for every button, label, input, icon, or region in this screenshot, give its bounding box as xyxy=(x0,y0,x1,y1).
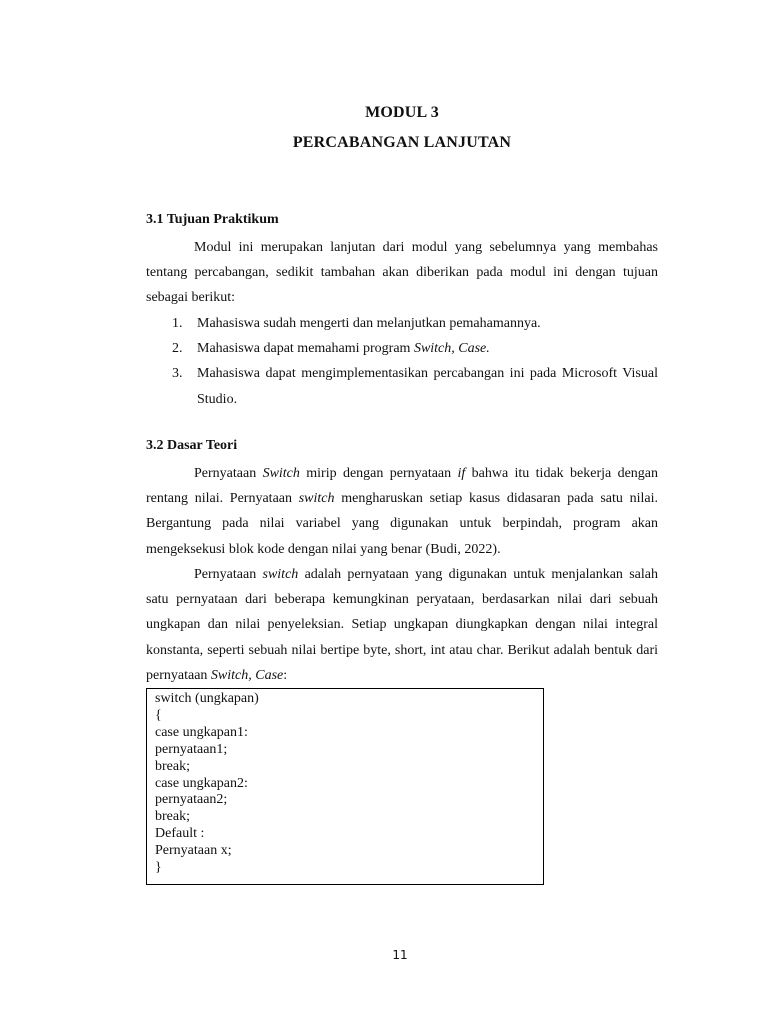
list-item xyxy=(146,361,658,411)
page-number: 11 xyxy=(392,948,408,962)
code-line: break; xyxy=(155,758,190,774)
text-run-italic: switch xyxy=(298,491,335,507)
list-item-italic-text: Switch, Case. xyxy=(413,341,490,357)
module-title: MODUL 3 xyxy=(365,104,439,121)
text-run: Pernyataan xyxy=(194,466,263,481)
theory-paragraph-1 xyxy=(146,461,658,562)
list-item-number: 3. xyxy=(172,366,183,382)
objectives-list xyxy=(146,311,658,412)
code-line: pernyataan2; xyxy=(155,792,228,808)
text-run-italic: switch xyxy=(262,567,299,582)
code-line: Default : xyxy=(155,826,205,842)
code-line: pernyataan1; xyxy=(155,741,228,757)
text-run: : xyxy=(283,667,288,683)
list-item xyxy=(146,311,658,336)
code-line: case ungkapan2: xyxy=(155,775,248,791)
code-line: { xyxy=(155,707,162,723)
text-run: adalah pernyataan yang digunakan untuk menjalankan salah satu pernyataan dari beberapa kemungkinan peryataan, berdasarkan nilai dari sebuah ungkapan dan nilai penyeleksian. Setiap ungkapan diungkapkan dengan nilai integral konstanta, seperti sebuah nilai bertipe byte, short, int atau char. Berikut adalah bentuk dari pernyataan xyxy=(146,567,658,683)
text-run: mengharuskan setiap kasus didasaran pada satu nilai. Bergantung pada nilai variabel yang digunakan untuk berpindah, program akan mengeksekusi blok kode dengan nilai yang benar (Budi, 2022). xyxy=(146,491,658,557)
code-line: Pernyataan x; xyxy=(155,843,232,859)
code-line: break; xyxy=(155,809,190,825)
text-run: Pernyataan xyxy=(194,567,263,582)
objectives-intro-text: Modul ini merupakan lanjutan dari modul yang sebelumnya yang membahas tentang percabangan, sedikit tambahan akan diberikan pada modul ini dengan tujuan sebagai berikut: xyxy=(146,240,658,306)
text-run-italic: Switch xyxy=(262,466,300,481)
code-line: switch (ungkapan) xyxy=(155,691,259,706)
list-item xyxy=(146,336,658,361)
code-line: case ungkapan1: xyxy=(155,724,248,740)
list-item-text: Mahasiswa dapat memahami program xyxy=(197,341,414,357)
section-heading-objectives: 3.1 Tujuan Praktikum xyxy=(146,212,279,227)
text-run: mirip dengan pernyataan xyxy=(299,466,458,481)
code-line: } xyxy=(155,860,162,876)
list-item-text: Mahasiswa dapat mengimplementasikan percabangan ini pada Microsoft Visual Studio. xyxy=(197,366,658,407)
list-item-number: 2. xyxy=(172,341,183,357)
list-item-text: Mahasiswa sudah mengerti dan melanjutkan pemahamannya. xyxy=(197,316,541,331)
text-run: bahwa itu tidak bekerja dengan rentang nilai. Pernyataan xyxy=(146,466,658,507)
objectives-intro-paragraph xyxy=(146,235,658,311)
theory-paragraph-2 xyxy=(146,562,658,688)
list-item-number: 1. xyxy=(172,316,183,331)
code-syntax-box xyxy=(146,688,544,885)
module-subtitle: PERCABANGAN LANJUTAN xyxy=(292,134,512,151)
section-heading-theory: 3.2 Dasar Teori xyxy=(146,438,238,453)
text-run-italic: Switch, Case xyxy=(210,667,284,683)
text-run-italic: if xyxy=(457,466,466,481)
